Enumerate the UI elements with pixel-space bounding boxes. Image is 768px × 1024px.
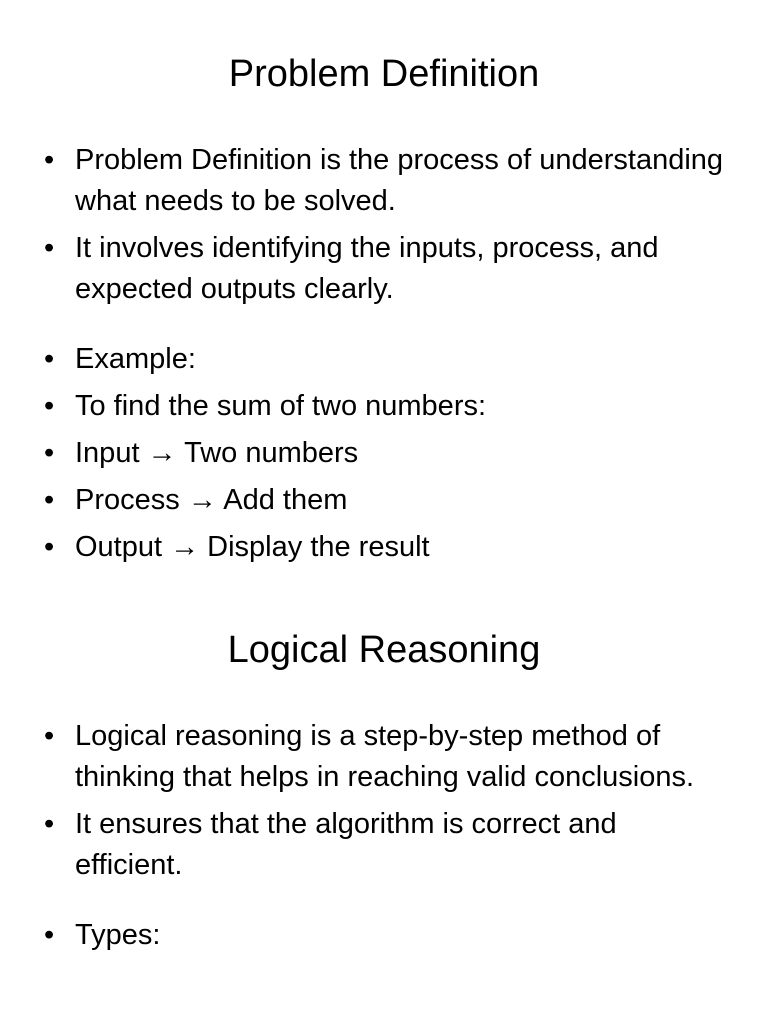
bullet-item bbox=[44, 480, 724, 521]
slide-logical-reasoning bbox=[0, 576, 768, 1024]
bullet-text: Types: bbox=[75, 919, 161, 951]
bullet-item bbox=[44, 915, 724, 956]
bullet-item bbox=[44, 433, 724, 474]
bullet-text: Problem Definition is the process of understanding what needs to be solved. bbox=[75, 144, 724, 217]
bullet-icon: • bbox=[44, 437, 55, 469]
bullet-icon: • bbox=[44, 808, 55, 840]
bullet-list bbox=[44, 140, 724, 574]
bullet-item bbox=[44, 386, 724, 427]
bullet-icon: • bbox=[44, 720, 55, 752]
bullet-item bbox=[44, 228, 724, 310]
bullet-icon: • bbox=[44, 232, 55, 264]
bullet-text: Output → Display the result bbox=[75, 531, 430, 563]
bullet-text: It involves identifying the inputs, process, and expected outputs clearly. bbox=[75, 232, 659, 305]
bullet-text: Process → Add them bbox=[75, 484, 348, 516]
bullet-text: Example: bbox=[75, 343, 196, 375]
bullet-icon: • bbox=[44, 144, 55, 176]
bullet-item bbox=[44, 716, 724, 798]
bullet-icon: • bbox=[44, 390, 55, 422]
bullet-text: To find the sum of two numbers: bbox=[75, 390, 487, 422]
bullet-text: Logical reasoning is a step-by-step method of thinking that helps in reaching valid conclusions. bbox=[75, 720, 695, 793]
bullet-text: It ensures that the algorithm is correct and efficient. bbox=[75, 808, 617, 881]
bullet-list bbox=[44, 716, 724, 962]
bullet-icon: • bbox=[44, 343, 55, 375]
bullet-item bbox=[44, 527, 724, 568]
bullet-item bbox=[44, 140, 724, 222]
bullet-icon: • bbox=[44, 531, 55, 563]
slide-title: Problem Definition bbox=[228, 53, 540, 95]
bullet-item bbox=[44, 804, 724, 886]
slide-title: Logical Reasoning bbox=[227, 629, 541, 671]
bullet-icon: • bbox=[44, 919, 55, 951]
bullet-item bbox=[44, 339, 724, 380]
bullet-icon: • bbox=[44, 484, 55, 516]
bullet-text: Input → Two numbers bbox=[75, 437, 359, 469]
